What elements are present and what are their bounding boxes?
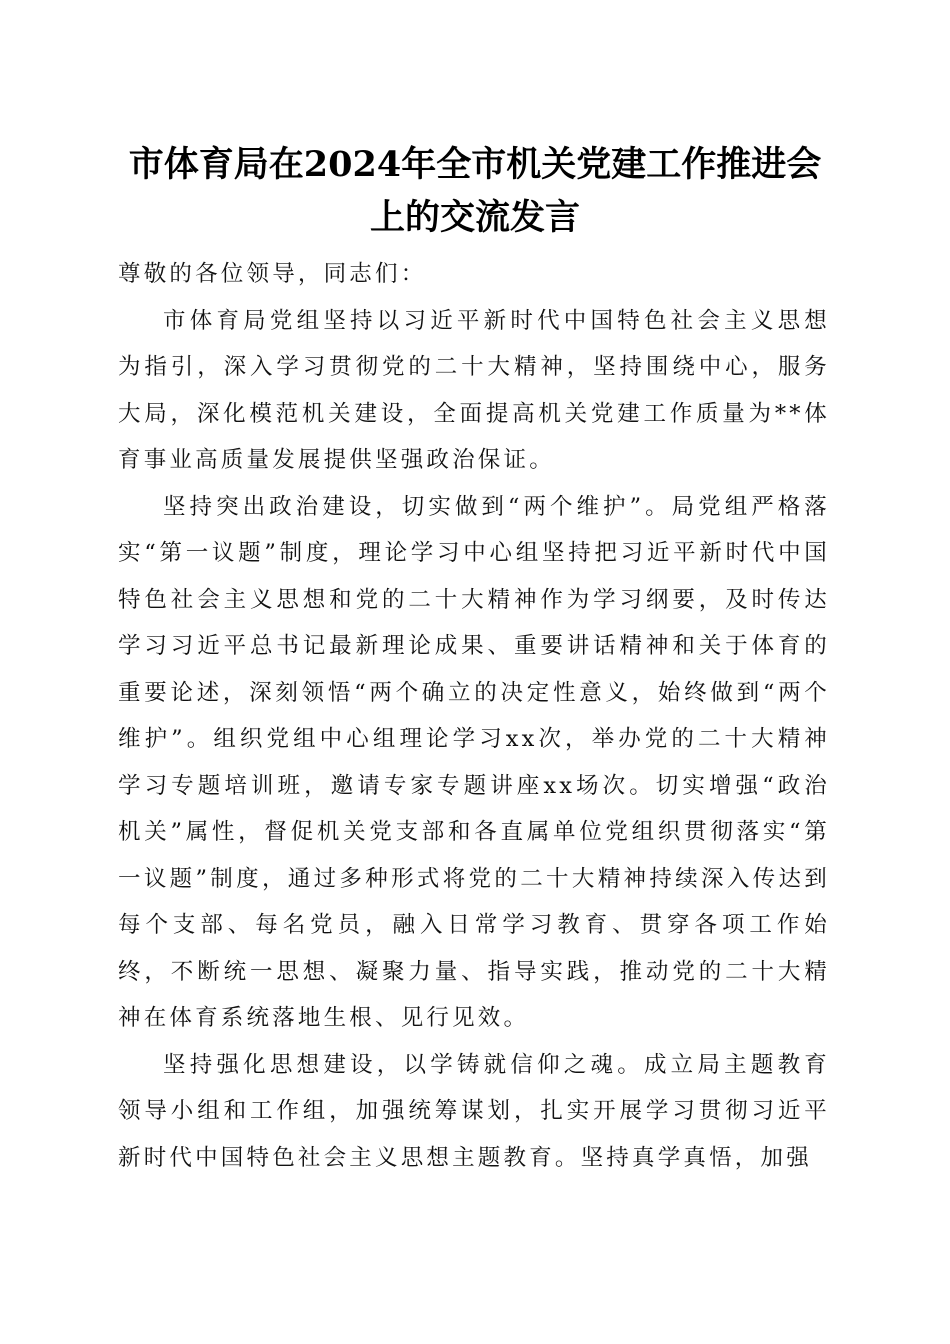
paragraph-political-building: 坚持突出政治建设，切实做到“两个维护”。局党组严格落实“第一议题”制度，理论学习中心组坚持把习近平新时代中国特色社会主义思想和党的二十大精神作为学习纲要，及时传达学习习近平总书记最新理论成果、重要讲话精神和关于体育的重要论述，深刻领悟“两个确立的决定性意义，始终做到“两个维护”。组织党组中心组理论学习xx次，举办党的二十大精神学习专题培训班，邀请专家专题讲座xx场次。切实增强“政治机关”属性，督促机关党支部和各直属单位党组织贯彻落实“第一议题”制度，通过多种形式将党的二十大精神持续深入传达到每个支部、每名党员，融入日常学习教育、贯穿各项工作始终，不断统一思想、凝聚力量、指导实践，推动党的二十大精神在体育系统落地生根、见行见效。	[118, 493, 830, 1031]
document-title	[100, 138, 850, 244]
document-body	[118, 251, 830, 1181]
title-line-2: 上的交流发言	[369, 197, 580, 238]
paragraph-ideological-building: 坚持强化思想建设，以学铸就信仰之魂。成立局主题教育领导小组和工作组，加强统筹谋划，扎实开展学习贯彻习近平新时代中国特色社会主义思想主题教育。坚持真学真悟，加强	[118, 1051, 830, 1171]
salutation: 尊敬的各位领导，同志们：	[118, 261, 427, 287]
paragraph-intro: 市体育局党组坚持以习近平新时代中国特色社会主义思想为指引，深入学习贯彻党的二十大精神，坚持围绕中心，服务大局，深化模范机关建设，全面提高机关党建工作质量为**体育事业高质量发展提供坚强政治保证。	[118, 307, 830, 473]
title-line-1: 市体育局在2024年全市机关党建工作推进会	[128, 144, 822, 185]
